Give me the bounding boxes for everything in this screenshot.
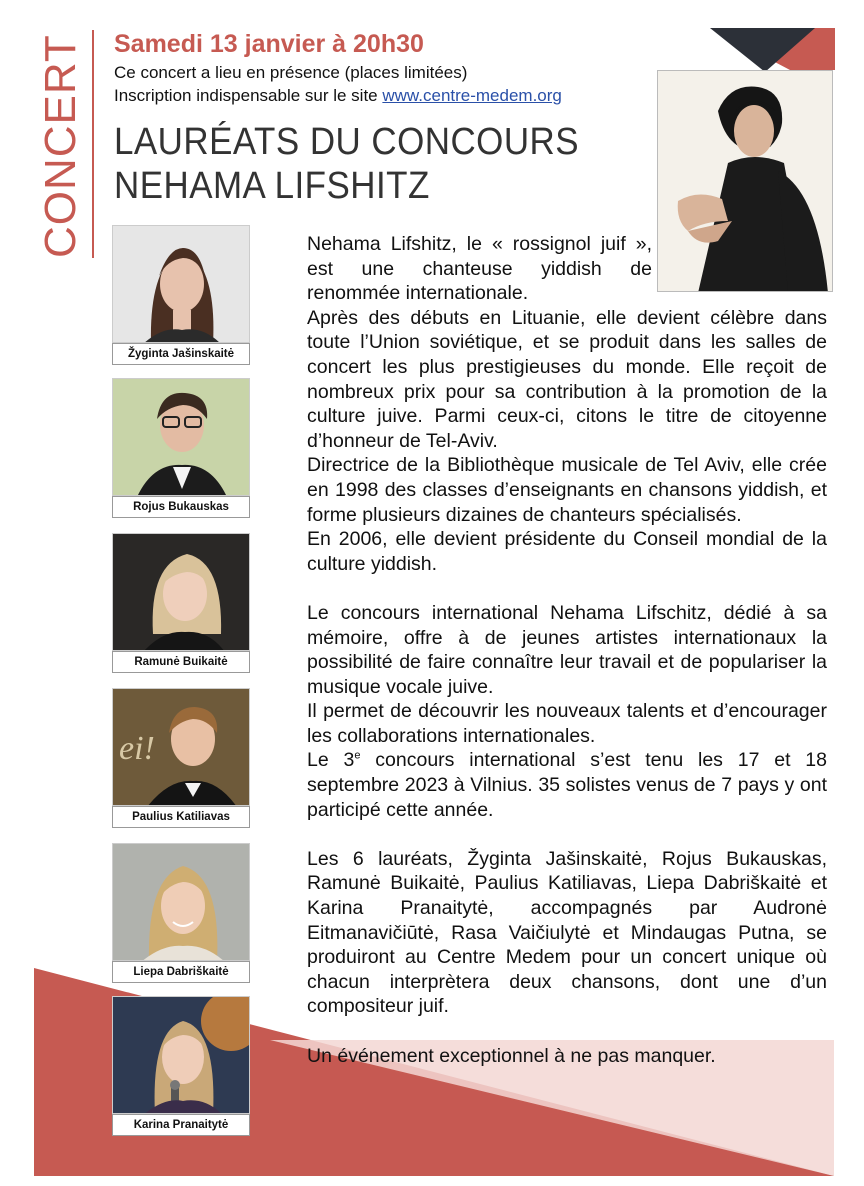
laureate-name: Paulius Katiliavas <box>112 806 250 828</box>
paragraph-council: En 2006, elle devient présidente du Conseil mondial de la culture yiddish. <box>307 528 827 575</box>
website-link[interactable]: www.centre-medem.org <box>382 86 562 105</box>
laureate-photo <box>112 688 250 806</box>
laureate-name: Karina Pranaitytė <box>112 1114 250 1136</box>
laureate-name: Liepa Dabriškaitė <box>112 961 250 983</box>
vertical-divider <box>92 30 94 258</box>
laureate-name: Žyginta Jašinskaitė <box>112 343 250 365</box>
title-line-2: NEHAMA LIFSHITZ <box>114 165 430 207</box>
paragraph-closing: Un événement exceptionnel à ne pas manquer. <box>307 1044 716 1067</box>
vertical-concert-title: CONCERT <box>36 34 85 258</box>
concert-date: Samedi 13 janvier à 20h30 <box>114 30 424 58</box>
laureate-card-6 <box>112 996 250 1136</box>
laureate-card-4 <box>112 688 250 828</box>
svg-text:ei!: ei! <box>119 730 155 767</box>
vilnius-prefix: Le 3 <box>307 749 355 772</box>
laureate-name: Rojus Bukauskas <box>112 496 250 518</box>
paragraph-talents: Il permet de découvrir les nouveaux talents et d’encourager les collaborations internationales. <box>307 700 827 747</box>
ordinal-sup: e <box>354 749 361 762</box>
paragraph-library: Directrice de la Bibliothèque musicale de Tel Aviv, elle crée en 1998 des classes d’enseignants en chansons yiddish, et forme plusieurs dizaines de chanteurs spécialisés. <box>307 454 827 526</box>
paragraph-intro: Nehama Lifshitz, le « rossignol juif », est une chanteuse yiddish de renommée internationale. <box>307 233 652 305</box>
paragraph-laureates: Les 6 lauréats, Žyginta Jašinskaitė, Rojus Bukauskas, Ramunė Buikaitė, Paulius Katiliavas, Liepa Dabriškaitė et Karina Pranaitytė, accompagnés par Audronė Eitmanavičiūtė, Rasa Vaičiulytė et Mindaugas Putna, se produiront au Centre Medem pour un concert unique où chacun interprètera deux chansons, dont une d’un compositeur juif. <box>307 847 827 1018</box>
laureate-photo <box>112 378 250 496</box>
laureate-photo <box>112 533 250 651</box>
paragraph-competition: Le concours international Nehama Lifschitz, dédié à sa mémoire, offre à de jeunes artistes internationaux la possibilité de faire connaître leur travail et de populariser la musique vocale juive. <box>307 601 827 698</box>
paragraph-vilnius <box>307 748 827 822</box>
article-body <box>307 232 827 1068</box>
laureate-card-3 <box>112 533 250 673</box>
laureate-photo <box>112 225 250 343</box>
paragraph-career: Après des débuts en Lituanie, elle devient célèbre dans toute l’Union soviétique, et se produit dans les salles de concert les plus prestigieuses du monde. Elle reçoit de nombreux prix pour sa contribution à la promotion de la culture juive. Parmi ceux-ci, citons le titre de citoyenne d’honneur de Tel-Aviv. <box>307 306 827 452</box>
vilnius-rest: concours international s’est tenu les 17 et 18 septembre 2023 à Vilnius. 35 solistes venus de 7 pays y ont participé cette année. <box>307 749 828 821</box>
laureate-card-1 <box>112 225 250 365</box>
laureate-card-2 <box>112 378 250 518</box>
page-title <box>114 120 579 208</box>
registration-note <box>114 86 562 106</box>
laureate-photo <box>112 996 250 1114</box>
registration-prefix: Inscription indispensable sur le site <box>114 86 383 105</box>
laureate-card-5 <box>112 843 250 983</box>
laureate-photo <box>112 843 250 961</box>
attendance-note: Ce concert a lieu en présence (places limitées) <box>114 63 468 82</box>
laureate-name: Ramunė Buikaitė <box>112 651 250 673</box>
title-line-1: LAURÉATS DU CONCOURS <box>114 121 580 163</box>
